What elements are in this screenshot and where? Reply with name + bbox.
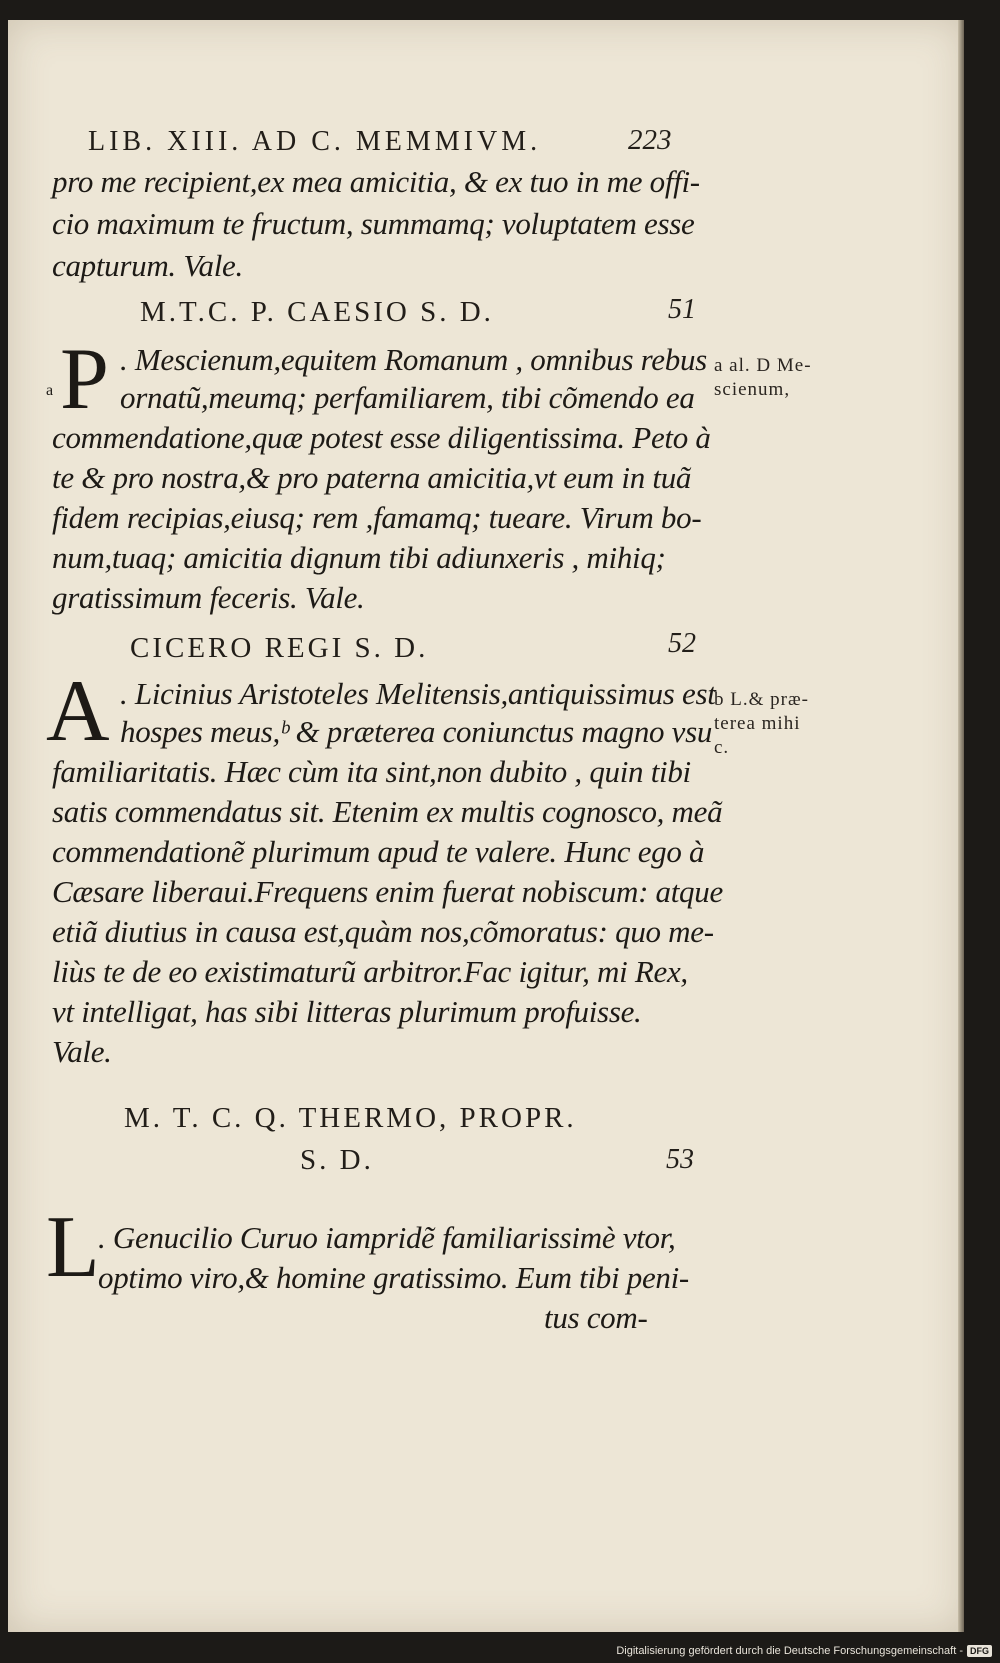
text-line: pro me recipient,ex mea amicitia, & ex tuo in me offi- [52,164,700,199]
drop-cap: P [60,331,109,428]
text-line: . Licinius Aristoteles Melitensis,antiquissimus est [120,676,716,711]
text-line: gratissimum feceris. Vale. [52,580,365,615]
text-line: familiaritatis. Hæc cùm ita sint,non dubito , quin tibi [52,754,691,789]
page-number: 223 [628,124,672,156]
footer-text: Digitalisierung gefördert durch die Deutsche Forschungsgemeinschaft - [616,1645,963,1657]
text-line: cio maximum te fructum, summamq; voluptatem esse [52,206,695,241]
text-line: Vale. [52,1034,112,1069]
text-line: hospes meus,ᵇ & præterea coniunctus magno vsu [120,714,713,749]
text-line: te & pro nostra,& pro paterna amicitia,vt eum in tuã [52,460,692,495]
text-line: optimo viro,& homine gratissimo. Eum tibi peni- [98,1260,689,1295]
letter-heading: M. T. C. Q. THERMO, PROPR. [124,1102,577,1134]
footnote-mark: a [46,382,54,399]
text-line: ornatũ,meumq; perfamiliarem, tibi cõmendo ea [120,380,695,415]
drop-cap: A [46,663,110,760]
text-line: num,tuaq; amicitia dignum tibi adiunxeris , mihiq; [52,540,666,575]
page-edge [958,20,964,1632]
letter-heading-salutation: S. D. [300,1144,374,1176]
text-line: . Mescienum,equitem Romanum , omnibus rebus [120,342,707,377]
marginal-note: b L.& præ- [714,689,809,710]
letter-heading: CICERO REGI S. D. [130,632,429,664]
digitization-footer [616,1645,992,1657]
marginal-note: scienum, [714,379,791,400]
text-line: satis commendatus sit. Etenim ex multis cognosco, meã [52,794,723,829]
letter-number: 51 [668,294,696,325]
drop-cap: L [46,1199,100,1296]
text-line: . Genucilio Curuo iampridẽ familiarissimè vtor, [98,1220,676,1255]
book-page [8,20,964,1632]
text-line: Cæsare liberaui.Frequens enim fuerat nobiscum: atque [52,874,723,909]
text-line: capturum. Vale. [52,248,243,283]
catchword: tus com- [544,1300,648,1335]
letter-number: 53 [666,1144,694,1175]
letter-heading: M.T.C. P. CAESIO S. D. [140,296,494,328]
text-line: fidem recipias,eiusq; rem ,famamq; tueare. Virum bo- [52,500,702,535]
marginal-note: c. [714,737,730,758]
text-line: etiã diutius in causa est,quàm nos,cõmoratus: quo me- [52,914,714,949]
text-line: vt intelligat, has sibi litteras plurimum profuisse. [52,994,642,1029]
text-line: commendationẽ plurimum apud te valere. Hunc ego à [52,834,705,869]
marginal-note: a al. D Me- [714,355,812,376]
text-line: liùs te de eo existimaturũ arbitror.Fac igitur, mi Rex, [52,954,688,989]
marginal-note: terea mihi [714,713,801,734]
dfg-logo: DFG [967,1645,992,1657]
text-line: commendatione,quæ potest esse diligentissima. Peto à [52,420,711,455]
running-head: LIB. XIII. AD C. MEMMIVM. [88,126,542,157]
letter-number: 52 [668,628,696,659]
